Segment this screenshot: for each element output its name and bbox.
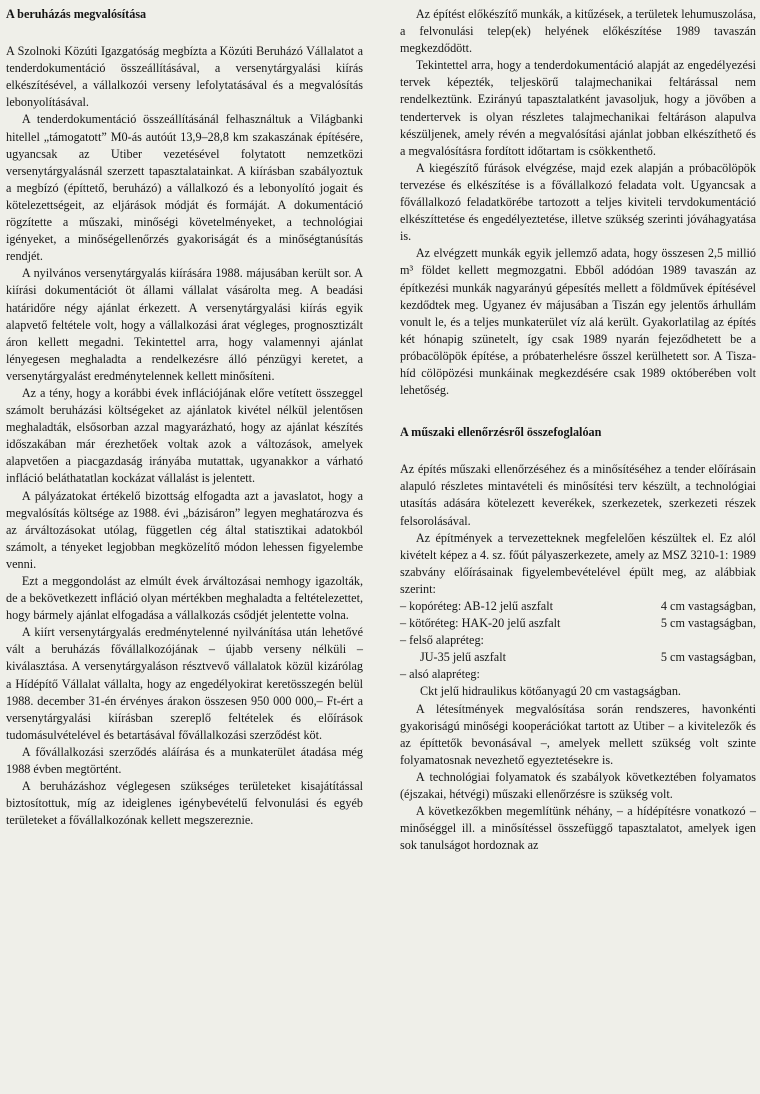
paragraph: Az építést előkészítő munkák, a kitűzések, a területek lehumuszolása, a felvonulási telep(ek) helyének előkészítése 1989 tavaszán megkezdődött. xyxy=(400,7,756,56)
layer-row xyxy=(400,598,756,615)
paragraph: A pályázatokat értékelő bizottság elfogadta azt a javaslatot, hogy a megvalósítás költsége az 1988. évi „bázisáron” legyen meghatározva és az árváltozásokat utólag, független cég által statisztikai adatokból számolt, a tényeket legjobban megközelítő módon lehessen figyelembe venni. xyxy=(6,488,363,571)
layer-row xyxy=(400,649,756,666)
section-heading: A beruházás megvalósítása xyxy=(6,7,147,21)
paragraph: A kiírt versenytárgyalás eredménytelenné nyilvánítása után lehetővé vált a beruházás fővállalkozójának – újabb verseny nélküli – kiválasztása. A versenytárgyaláson résztvevő vállalatok közül kizárólag a Hídépítő Vállalat vállalta, hogy az engedélyokirat keretösszegén belül 1988. december 31-én érvényes árakon összesen 950 000 000,– Ft-ért a versenytárgyalási kiírásban szereplő feltételek és előírások tudomásulvételével és betartásával fővállalkozási szerződést köt. xyxy=(6,625,363,742)
paragraph: A technológiai folyamatok és szabályok következtében folyamatos (éjszakai, hétvégi) műszaki ellenőrzésre is szükség volt. xyxy=(400,769,756,802)
section-subheading: A műszaki ellenőrzésről összefoglalóan xyxy=(400,425,602,440)
layer-label: – alsó alapréteg: xyxy=(400,667,480,682)
layer-label: JU-35 jelű aszfalt xyxy=(420,650,506,665)
pavement-layers-list xyxy=(400,598,756,701)
paragraph: A beruházáshoz véglegesen szükséges területeket kisajátítással biztosítottuk, míg az ideiglenes igénybevételű felvonulási és egyéb területeket a fővállalkozónak kellett megszereznie. xyxy=(6,779,363,828)
paragraph: A fővállalkozási szerződés aláírása és a munkaterület átadása még 1988 évben megtörtént. xyxy=(6,744,363,777)
left-column xyxy=(6,6,363,829)
layer-thickness: 4 cm vastagságban, xyxy=(660,599,756,613)
layer-label: – felső alapréteg: xyxy=(400,633,484,648)
paragraph: Az elvégzett munkák egyik jellemző adata, hogy összesen 2,5 millió m³ földet kellett megmozgatni. Ebből adódóan 1989 tavaszán az építkezési munkák nagyarányú gépesítés mellett a földművek építésével kezdődtek meg. Ugyanez év májusában a Tiszán egy jelentős árhullám vonult le, és a teljes munkaterület víz alá került. Gyakorlatilag az építés két hónapig szünetelt, így csak 1989 nyarán fejeződhetett be a próbacölöpök építése, a próbaterhelésre ősszel kerülhetett sor. A Tisza-híd cölöpözési munkáinak megkezdésére csak 1989 októberében volt lehetőség. xyxy=(400,246,756,398)
right-column xyxy=(400,6,756,854)
paragraph: A következőkben megemlítünk néhány, – a hídépítésre vonatkozó – minőséggel ill. a minősítéssel összefüggő tapasztalatot, amelyek igen sok tanulságot hordoznak az xyxy=(400,804,756,853)
layer-label: – kopóréteg: AB-12 jelű aszfalt xyxy=(400,599,553,613)
paragraph: A Szolnoki Közúti Igazgatóság megbízta a Közúti Beruházó Vállalatot a tenderdokumentáció összeállításával, a versenytárgyalási kiírás elkészítésével, a vállalkozói verseny lefolytatásával és a megvalósítás lebonyolításával. xyxy=(6,44,363,110)
paragraph: Ezt a meggondolást az elmúlt évek árváltozásai nemhogy igazolták, de a bekövetkezett infláció olyan mértékben meghaladta a feltételezettet, hogy bármely ajánlat elfogadása a vállalkozás csődjét jelentette volna. xyxy=(6,574,363,623)
layer-thickness: 5 cm vastagságban, xyxy=(660,650,756,665)
paragraph: Tekintettel arra, hogy a tenderdokumentáció alapját az engedélyezési tervek képezték, teljeskörű talajmechanikai feltárással nem rendelkeztünk. Ezirányú tapasztalatként javasoljuk, hogy a jövőben a tendertervek is olyan részletes talajmechanikai feltáráson alapulva készüljenek, amely révén a megvalósítási ajánlat jobban elkészíthető és a megvalósításra fordított időtartam is csökkenthető. xyxy=(400,58,756,158)
paragraph: A tenderdokumentáció összeállításánál felhasználtuk a Világbanki hitellel „támogatott” M0-ás autóút 13,9–28,8 km szakaszának építésére, ugyancsak az Utiber vezetésével folytatott nemzetközi versenytárgyalásnál szerzett tapasztalatainkat. A kiírásban szabályoztuk a megbízó (építtető, beruházó) a vállalkozó és a lebonyolító jogait és kötelezettségeit, az eljárások módját és formáját. A dokumentáció rögzítette a műszaki, minőségi követelményeket, a technológiai igényeket, a minőségellenőrzés gyakoriságát és a minőségtanúsítás rendjét. xyxy=(6,112,363,264)
layer-row xyxy=(400,615,756,632)
layer-label: – kötőréteg: HAK-20 jelű aszfalt xyxy=(400,616,561,631)
layer-row xyxy=(400,683,756,700)
paragraph: Az építmények a tervezetteknek megfelelően készültek el. Ez alól kivételt képez a 4. sz. főút pályaszerkezete, amely az MSZ 3210-1: 1989 szabvány előírásainak figyelembevételével épült meg, az alábbiak szerint: xyxy=(400,530,756,596)
layer-label: Ckt jelű hidraulikus kötőanyagú 20 cm vastagságban. xyxy=(420,684,681,699)
layer-thickness: 5 cm vastagságban, xyxy=(660,616,756,631)
paragraph: A kiegészítő fúrások elvégzése, majd ezek alapján a próbacölöpök tervezése és elkészítése is a fővállalkozó feladata volt. Ugyancsak a fővállalkozó feladatkörébe tartozott a teljes kiviteli tervdokumentáció elkészíttetése és engedélyeztetése, illetve szükség szerinti jóváhagyatása is. xyxy=(400,160,756,244)
paragraph: Az építés műszaki ellenőrzéséhez és a minősítéséhez a tender előírásain alapuló részletes mintavételi és minősítési terv készült, a technológiai utasítás adására kötelezett keverékek, szerkezetek, szerkezeti részek felsorolásával. xyxy=(400,462,756,528)
layer-row xyxy=(400,632,756,649)
paragraph: Az a tény, hogy a korábbi évek inflációjának előre vetített összeggel számolt beruházási költségeket az ajánlatok kivétel nélkül jelentősen meghaladták, elsősorban azzal magyarázható, hogy az ajánlat készítés időszakában már érezhetőek voltak azok a változások, amelyek alapvetően a piacgazdaság irányába mutattak, ugyanakkor a várható infláció beláthatatlan kockázat vállalást is jelentett. xyxy=(6,385,363,486)
layer-row xyxy=(400,666,756,683)
paragraph: A nyilvános versenytárgyalás kiírására 1988. májusában került sor. A kiírási dokumentációt öt állami vállalat vásárolta meg. A beadási határidőre négy ajánlat érkezett. A versenytárgyalási kiírás egyik alapvető feltétele volt, hogy a vállalkozási árat végleges, prognosztizált áron kellett megadni. Tekintettel arra, hogy valamennyi ajánlat lényegesen meghaladta a rendelkezésre álló pénzügyi keretet, a versenytárgyalást eredménytelennek kellett minősíteni. xyxy=(6,266,363,383)
paragraph: A létesítmények megvalósítása során rendszeres, havonkénti gyakoriságú minőségi kooperációkat tartott az Utiber – a kivitelezők és az építtetők bevonásával –, amelyek mellett szükség volt szinte folyamatosnak nevezhető egyeztetésekre is. xyxy=(400,701,756,767)
